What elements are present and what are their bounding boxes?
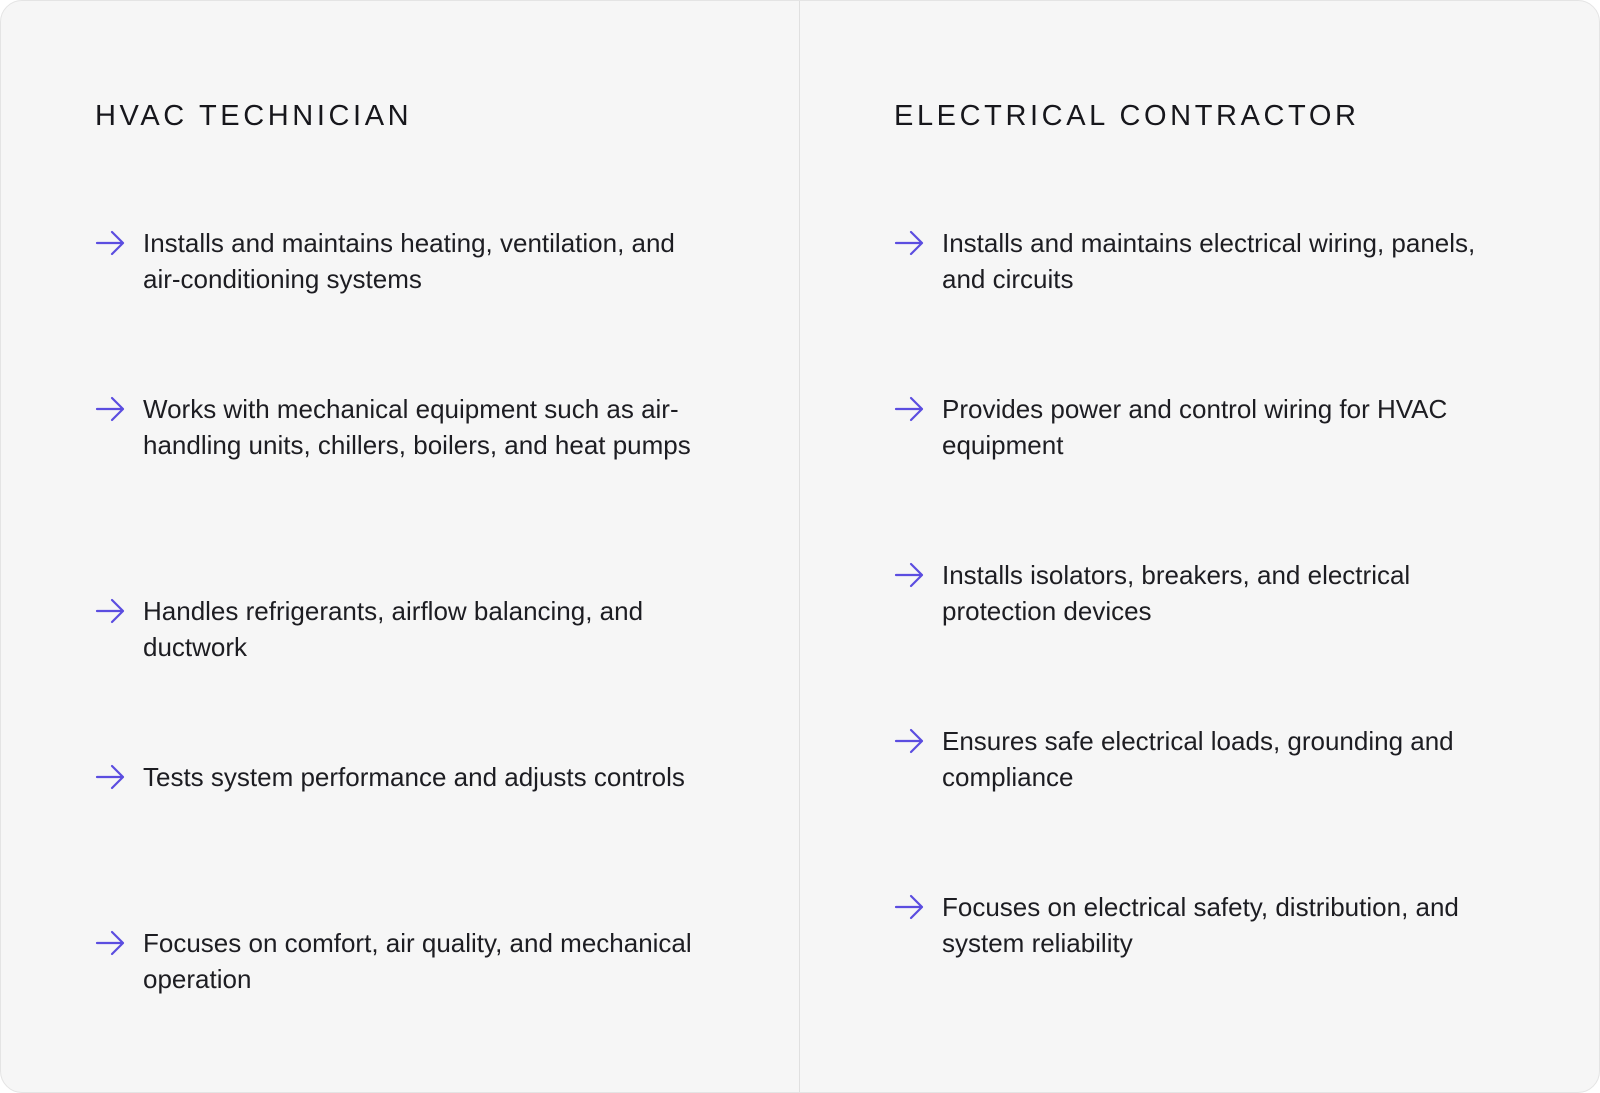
list-item-text: Installs and maintains heating, ventilation, and air-conditioning systems: [143, 228, 675, 294]
list-item: [95, 759, 703, 795]
arrow-right-icon: [95, 763, 127, 791]
list-item: [95, 925, 703, 997]
list-item-text: Handles refrigerants, airflow balancing, and ductwork: [143, 596, 644, 662]
arrow-right-icon: [95, 395, 127, 423]
arrow-right-icon: [894, 893, 926, 921]
list-item: [95, 391, 703, 463]
list-item-text: Focuses on comfort, air quality, and mechanical operation: [143, 928, 692, 994]
arrow-right-icon: [894, 727, 926, 755]
list-item-text: Installs and maintains electrical wiring, panels, and circuits: [942, 228, 1476, 294]
arrow-right-icon: [95, 929, 127, 957]
list-item-text: Installs isolators, breakers, and electrical protection devices: [942, 560, 1411, 626]
column-title-electrical: ELECTRICAL CONTRACTOR: [894, 100, 1360, 132]
list-item: [894, 723, 1502, 795]
list-item: [95, 593, 703, 665]
list-item-text: Tests system performance and adjusts controls: [143, 762, 685, 792]
list-item-text: Ensures safe electrical loads, grounding and compliance: [942, 726, 1454, 792]
list-item-text: Works with mechanical equipment such as air-handling units, chillers, boilers, and heat pumps: [143, 394, 691, 460]
arrow-right-icon: [894, 561, 926, 589]
list-item: [95, 225, 703, 297]
list-item: [894, 557, 1502, 629]
arrow-right-icon: [95, 597, 127, 625]
arrow-right-icon: [95, 229, 127, 257]
list-item-text: Provides power and control wiring for HVAC equipment: [942, 394, 1448, 460]
list-item: [894, 225, 1502, 297]
electrical-contractor-column: [800, 1, 1599, 1092]
list-item-text: Focuses on electrical safety, distribution, and system reliability: [942, 892, 1459, 958]
hvac-technician-column: [1, 1, 800, 1092]
arrow-right-icon: [894, 229, 926, 257]
list-item: [894, 889, 1502, 961]
arrow-right-icon: [894, 395, 926, 423]
list-item: [894, 391, 1502, 463]
column-title-hvac: HVAC TECHNICIAN: [95, 100, 413, 132]
